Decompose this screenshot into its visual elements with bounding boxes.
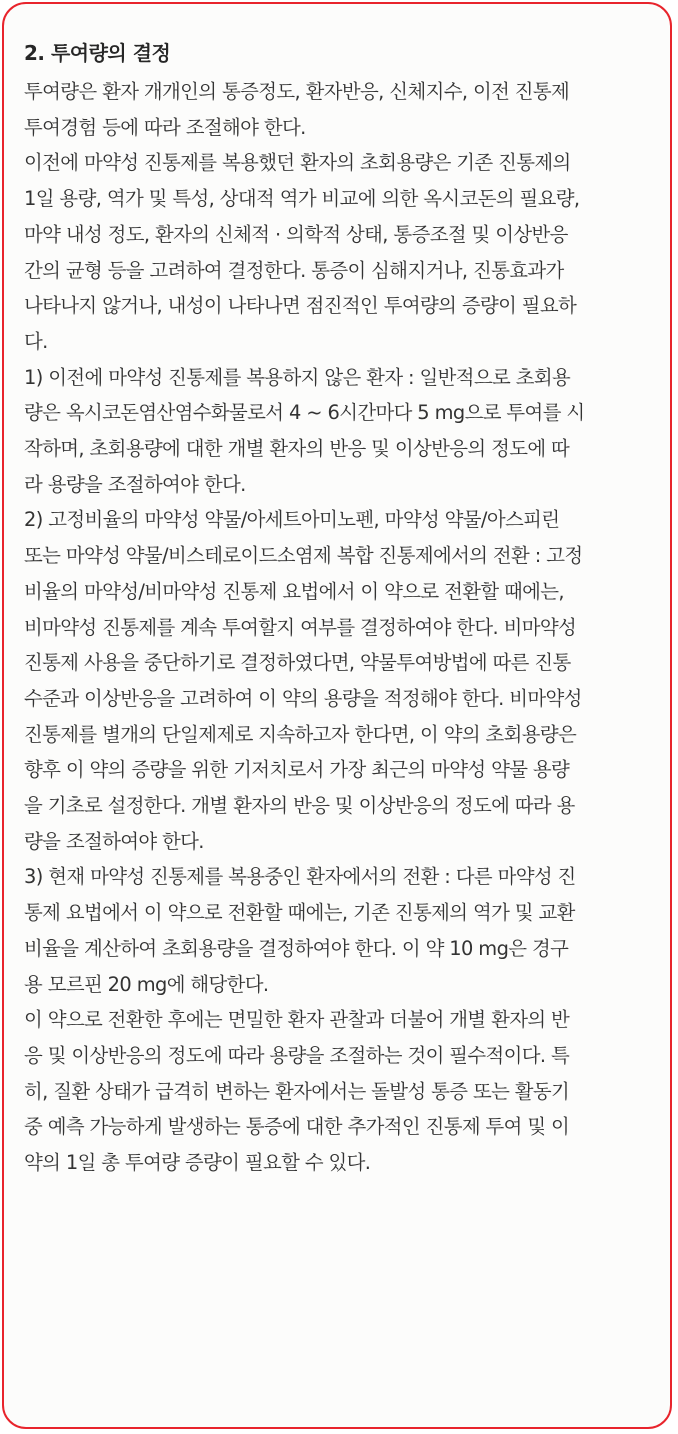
text-line: 량은 옥시코돈염산염수화물로서 4 ~ 6시간마다 5 mg으로 투여를 시 [24, 401, 585, 425]
text-line: 을 기초로 설정한다. 개별 환자의 반응 및 이상반응의 정도에 따라 용 [24, 794, 575, 818]
paragraph-item-3 [24, 859, 648, 1002]
text-line: 히, 질환 상태가 급격히 변하는 환자에서는 돌발성 통증 또는 활동기 [24, 1079, 570, 1103]
text-line: 수준과 이상반응을 고려하여 이 약의 용량을 적정해야 한다. 비마약성 [24, 686, 582, 710]
text-line: 비율을 계산하여 초회용량을 결정하여야 한다. 이 약 10 mg은 경구 [24, 936, 569, 960]
text-line: 라 용량을 조절하여야 한다. [24, 472, 246, 496]
text-line: 량을 조절하여야 한다. [24, 829, 204, 853]
text-line: 투여량은 환자 개개인의 통증정도, 환자반응, 신체지수, 이전 진통제 [24, 80, 570, 103]
dosage-info-card [2, 2, 672, 1429]
text-line: 나타나지 않거나, 내성이 나타나면 점진적인 투여량의 증량이 필요하 [24, 294, 577, 318]
paragraph-conversion-followup [24, 1002, 648, 1181]
text-line: 통제 요법에서 이 약으로 전환할 때에는, 기존 진통제의 역가 및 교환 [24, 901, 575, 925]
text-line: 작하며, 초회용량에 대한 개별 환자의 반응 및 이상반응의 정도에 따 [24, 437, 570, 461]
text-line: 간의 균형 등을 고려하여 결정한다. 통증이 심해지거나, 진통효과가 [24, 258, 564, 282]
text-line: 3) 현재 마약성 진통제를 복용중인 환자에서의 전환 : 다른 마약성 진 [24, 865, 576, 889]
text-line: 비율의 마약성/비마약성 진통제 요법에서 이 약으로 전환할 때에는, [24, 579, 564, 603]
text-line: 중 예측 가능하게 발생하는 통증에 대한 추가적인 진통제 투여 및 이 [24, 1115, 570, 1139]
text-line: 약의 1일 총 투여량 증량이 필요할 수 있다. [24, 1151, 371, 1175]
text-line: 이 약으로 전환한 후에는 면밀한 환자 관찰과 더불어 개별 환자의 반 [24, 1008, 570, 1032]
section-title: 2. 투여량의 결정 [24, 41, 171, 65]
paragraph-intro [24, 74, 648, 145]
text-line: 향후 이 약의 증량을 위한 기저치로서 가장 최근의 마약성 약물 용량 [24, 758, 570, 782]
text-line: 다. [24, 329, 48, 353]
paragraph-previous-opioid [24, 145, 648, 359]
text-line: 진통제를 별개의 단일제제로 지속하고자 한다면, 이 약의 초회용량은 [24, 722, 577, 746]
text-line: 2) 고정비율의 마약성 약물/아세트아미노펜, 마약성 약물/아스피린 [24, 508, 560, 532]
text-line: 투여경험 등에 따라 조절해야 한다. [24, 115, 306, 139]
text-line: 또는 마약성 약물/비스테로이드소염제 복합 진통제에서의 전환 : 고정 [24, 544, 583, 568]
text-line: 응 및 이상반응의 정도에 따라 용량을 조절하는 것이 필수적이다. 특 [24, 1043, 570, 1067]
text-line: 진통제 사용을 중단하기로 결정하였다면, 약물투여방법에 따른 진통 [24, 651, 571, 675]
text-line: 용 모르핀 20 mg에 해당한다. [24, 972, 269, 996]
text-line: 이전에 마약성 진통제를 복용했던 환자의 초회용량은 기존 진통제의 [24, 151, 571, 175]
paragraph-item-2 [24, 502, 648, 859]
text-line: 1일 용량, 역가 및 특성, 상대적 역가 비교에 의한 옥시코돈의 필요량, [24, 187, 580, 211]
text-line: 1) 이전에 마약성 진통제를 복용하지 않은 환자 : 일반적으로 초회용 [24, 365, 571, 389]
text-line: 비마약성 진통제를 계속 투여할지 여부를 결정하여야 한다. 비마약성 [24, 615, 577, 639]
paragraph-item-1 [24, 360, 648, 503]
text-line: 마약 내성 정도, 환자의 신체적 · 의학적 상태, 통증조절 및 이상반응 [24, 222, 568, 246]
